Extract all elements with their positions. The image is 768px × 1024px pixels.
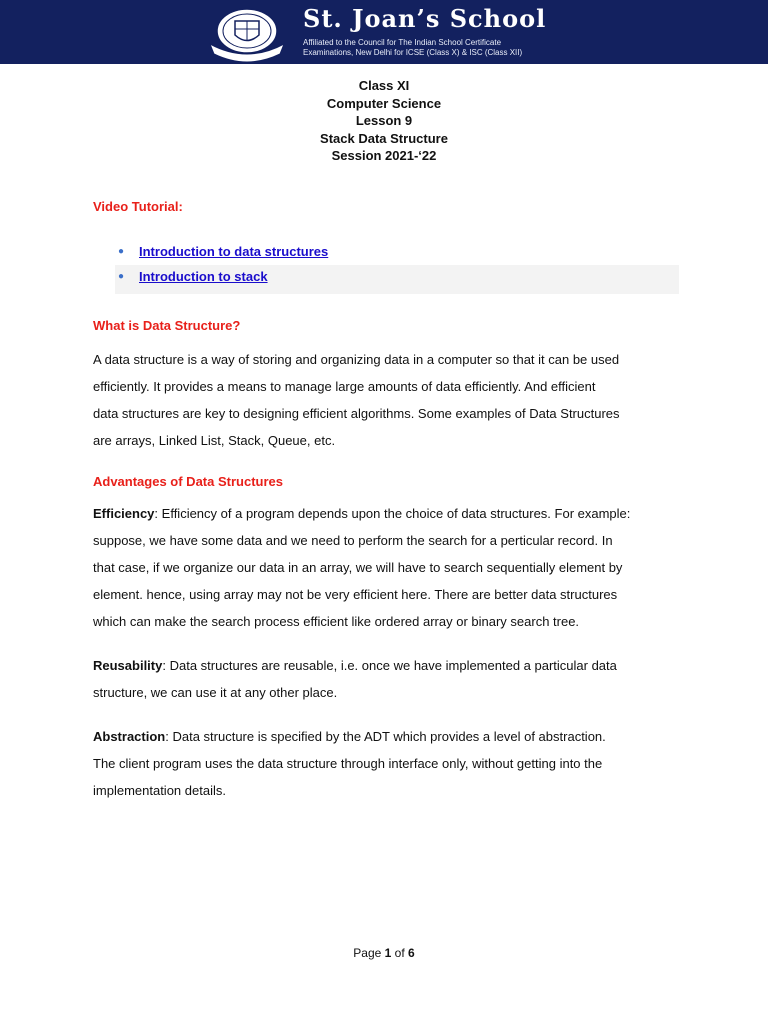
school-affiliation [303,38,603,58]
title-lesson: Lesson 9 [355,113,413,129]
para-line: : Data structures are reusable, i.e. once we have implemented a particular data [162,658,617,673]
current-page-number: 1 [384,946,392,960]
school-name: St. Joan’s School [303,4,547,33]
para-line: : Data structure is specified by the ADT which provides a level of abstraction. [165,729,606,744]
what-is-paragraph [93,346,683,454]
bullet-icon: ● [118,271,125,282]
advantages-heading: Advantages of Data Structures [93,474,283,489]
reusability-paragraph [93,652,683,706]
title-subject: Computer Science [326,95,442,111]
list-item [93,238,683,265]
video-tutorial-heading: Video Tutorial: [93,199,183,214]
title-topic: Stack Data Structure [320,130,448,146]
para-line: A data structure is a way of storing and organizing data in a computer so that it can be used [93,352,620,367]
link-intro-data-structures[interactable]: Introduction to data structures [139,244,329,259]
reusability-term: Reusability [93,658,163,673]
para-line: efficiently. It provides a means to manage large amounts of data efficiently. And efficient [93,379,596,394]
total-pages-number: 6 [408,946,415,960]
video-links-list [93,238,683,294]
efficiency-paragraph [93,500,683,635]
title-session: Session 2021-‘22 [331,148,437,164]
para-line: are arrays, Linked List, Stack, Queue, etc. [93,433,336,448]
para-line: : Efficiency of a program depends upon the choice of data structures. For example: [154,506,631,521]
para-line: that case, if we organize our data in an array, we will have to search sequentially element by [93,560,623,575]
list-item [115,265,679,294]
efficiency-term: Efficiency [93,506,155,521]
page-number-footer [0,946,768,960]
title-class: Class XI [358,78,410,93]
abstraction-paragraph [93,723,683,804]
bullet-icon: ● [118,246,125,257]
para-line: suppose, we have some data and we need to perform the search for a perticular record. In [93,533,613,548]
page-word: Page [353,946,382,960]
document-body [93,198,683,804]
para-line: data structures are key to designing efficient algorithms. Some examples of Data Structures [93,406,620,421]
school-seal-icon [204,4,290,62]
para-line: implementation details. [93,783,226,798]
affiliation-line: Affiliated to the Council for The Indian School Certificate [303,38,502,47]
para-line: which can make the search process efficient like ordered array or binary search tree. [93,614,580,629]
affiliation-line: Examinations, New Delhi for ICSE (Class X) & ISC (Class XII) [303,48,523,57]
what-is-heading: What is Data Structure? [93,318,241,333]
abstraction-term: Abstraction [93,729,166,744]
school-header-banner [0,0,768,64]
para-line: element. hence, using array may not be very efficient here. There are better data structures [93,587,618,602]
document-title-block [0,77,768,165]
para-line: structure, we can use it at any other place. [93,685,338,700]
link-intro-stack[interactable]: Introduction to stack [139,269,268,284]
of-word: of [394,946,405,960]
para-line: The client program uses the data structure through interface only, without getting into the [93,756,603,771]
